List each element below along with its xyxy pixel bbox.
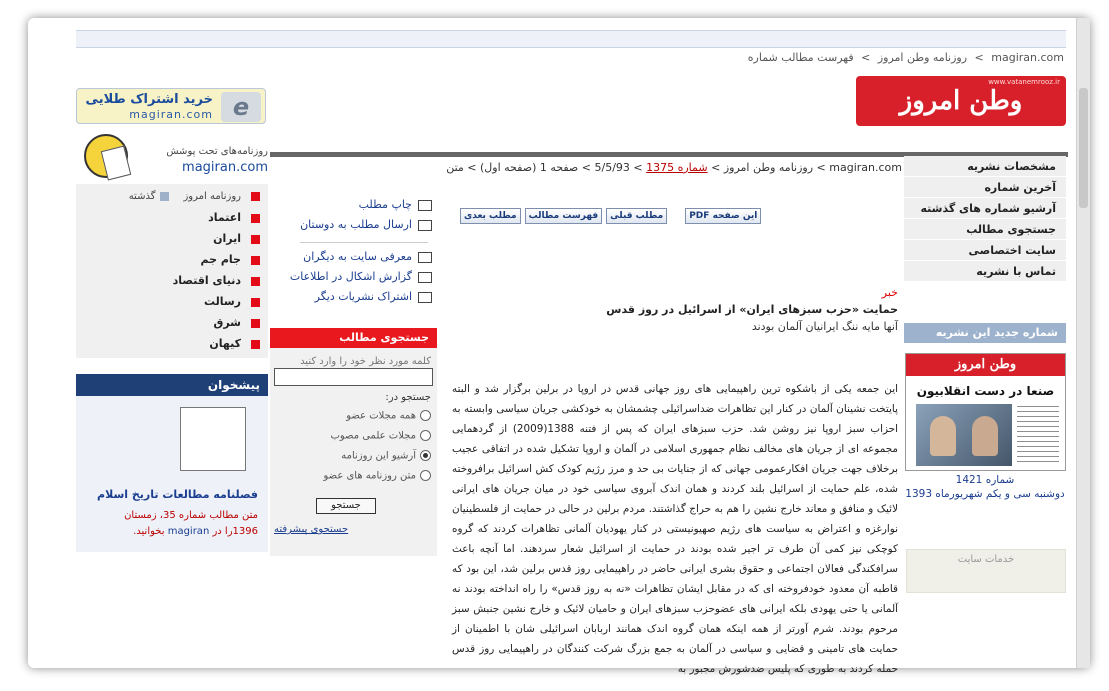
paper-name: رسالت xyxy=(203,295,241,308)
send-article-link[interactable] xyxy=(300,218,432,231)
journal-title-link[interactable]: فصلنامه مطالعات تاریخ اسلام xyxy=(97,488,258,501)
option-label: آرشیو این روزنامه xyxy=(341,450,416,462)
red-square-icon xyxy=(251,340,260,349)
article-breadcrumb: magiran.com > روزنامه وطن امروز > شماره 1375 > 5/5/93 > صفحه 1 (صفحه اول) > متن xyxy=(446,161,902,174)
newspaper-reader-icon xyxy=(84,134,128,178)
vertical-scrollbar[interactable] xyxy=(1076,18,1090,668)
option-label: مجلات علمی مصوب xyxy=(330,430,416,442)
article-headline: حمایت «حزب سبزهای ایران» از اسرائیل در روز قدس xyxy=(606,303,898,316)
menu-item-contact[interactable]: تماس با نشریه xyxy=(904,261,1066,282)
radio-icon xyxy=(420,470,431,481)
paper-item-shargh[interactable] xyxy=(76,312,268,333)
breadcrumb-paper-link[interactable]: روزنامه وطن امروز xyxy=(877,51,968,64)
search-option-archive[interactable] xyxy=(341,450,431,462)
radio-icon xyxy=(420,410,431,421)
vatan-emrooz-logo[interactable] xyxy=(856,76,1066,126)
logo-url: www.vatanemrooz.ir xyxy=(988,78,1060,86)
crumb-issue-link[interactable]: شماره 1375 xyxy=(646,161,708,174)
paper-name: کیهان xyxy=(209,337,241,350)
crumb-paper-link[interactable]: روزنامه وطن امروز xyxy=(723,161,814,174)
paper-item-resalat[interactable] xyxy=(76,291,268,312)
search-header: جستجوی مطالب xyxy=(270,328,437,348)
cover-photo xyxy=(916,404,1012,466)
tools-divider xyxy=(300,242,428,243)
journal-desc-suffix: بخوانید. xyxy=(133,526,165,537)
article-content xyxy=(452,286,898,679)
left-column xyxy=(76,130,268,552)
latest-issue-cover[interactable] xyxy=(905,353,1066,471)
magiran-e-icon: e xyxy=(221,92,261,122)
red-square-icon xyxy=(251,319,260,328)
mail-icon xyxy=(418,220,432,231)
article-lead: آنها مایه ننگ ایرانیان آلمان بودند xyxy=(751,320,898,333)
newsstand-box xyxy=(76,374,268,552)
breadcrumb-sep: > xyxy=(861,51,871,64)
introduce-site-link[interactable] xyxy=(303,250,432,263)
today-link[interactable]: روزنامه امروز xyxy=(183,191,241,202)
paper-item-donya-eqtesad[interactable] xyxy=(76,270,268,291)
report-error-link[interactable] xyxy=(290,270,432,283)
article-list-button[interactable]: فهرست مطالب xyxy=(525,208,603,224)
red-square-icon xyxy=(251,298,260,307)
journal-desc-text: متن مطالب شماره 35، زمستان 1396را در xyxy=(124,510,258,537)
search-hint: کلمه مورد نظر خود را وارد کنید xyxy=(300,356,431,367)
crumb-site-link[interactable]: magiran.com xyxy=(829,161,902,174)
breadcrumb-site-link[interactable]: magiran.com xyxy=(991,51,1064,64)
menu-item-profile[interactable]: مشخصات نشریه xyxy=(904,156,1066,177)
advanced-search-link[interactable]: جستجوی پیشرفته xyxy=(274,524,349,535)
tool-label: چاپ مطلب xyxy=(358,198,412,211)
article-body: این جمعه یکی از باشکوه ترین راهپیمایی های روز جهانی قدس در اروپا در برلین برگزار شد و البته پایتخت نشینان آلمان در کنار این تظاهرات ضداسرائیلی چشمشان به خودکشی جریان سیاسی وابسته به احزاب سبز اروپا نیز روشن شد. حزب سبزهای ایران که پس از فتنه 1388(2009) از گردهمایی مجموعه ای از جریان های مخالف نظام جمهوری اسلامی در آلمان و اروپا تشکیل شده در اتفاقی عجیب برخلاف جهت جریان افکارعمومی جهانی که از جنایات بی حد و مرز رژیم کودک کش اسرائیل برافروخته شده، علم حمایت از اسرائیل بلند کردند و همان اندک آبروی سیاسی خود در میان جریان های ایرانی لائیک و منافق و معاند خارج نشین را هم به حراج گذاشتند. مردم برلین در حالی در حمایت از فلسطینیان نوارغزه و اعتراض به سیاست های رژیم صهیونیستی در کنار یهودیان آلمانی تظاهرات کردند که گروه کوچکی نیز کمی آن طرف تر اجیر شده بودند در حمایت از اسرائیل شعار سردهند. اما آنچه باعث سرافکندگی فعالان اجتماعی و حقوق بشری ایرانی حاضر در راهپیمایی روز قدس برلین شد، این بود که قاطبه آن معدود خودفروخته ای که در مقابل ایشان تظاهرات «نه به روز قدس» را راه انداخته بودند نه آلمانی یا حتی یهودی بلکه ایرانی های عضوحزب سبزهای ایران و حامیان لائیک و خارج نشین جنبش سبز مرحوم بودند. شرم آورتر از همه اینکه همان گروه اندک همانند اربابان اسرائیلی شان با اطمینان از حمایت های تامینی و قضایی و سیاسی در آلمان به جمع بزرگ شرکت کنندگان در راهپیمایی روز قدس حمله کردند به طوری که پلیس ضدشورش مجبور به xyxy=(452,383,898,675)
red-square-icon xyxy=(251,214,260,223)
site-services-box xyxy=(906,549,1066,593)
page-pdf-button[interactable]: PDF این صفحه xyxy=(685,208,761,224)
radio-icon xyxy=(420,430,431,441)
search-option-scientific[interactable] xyxy=(330,430,431,442)
publication-menu xyxy=(904,156,1066,282)
top-strip xyxy=(76,30,1066,48)
red-square-icon xyxy=(251,277,260,286)
covered-papers-site[interactable]: magiran.com xyxy=(182,160,268,175)
option-label: متن روزنامه های عضو xyxy=(323,470,416,482)
cover-masthead: وطن امروز xyxy=(906,354,1065,376)
tool-label: گزارش اشکال در اطلاعات xyxy=(289,270,412,283)
paper-name: جام جم xyxy=(200,253,241,266)
search-input[interactable] xyxy=(274,368,433,386)
search-option-member-papers[interactable] xyxy=(323,470,431,482)
gold-banner-site: magiran.com xyxy=(129,108,213,121)
covered-papers-label: روزنامه‌های تحت پوشش xyxy=(166,146,268,157)
menu-item-archive[interactable]: آرشیو شماره های گذشته xyxy=(904,198,1066,219)
past-link[interactable]: گذشته xyxy=(128,191,156,202)
search-in-label: جستجو در: xyxy=(385,392,431,403)
breadcrumb-page: فهرست مطالب شماره xyxy=(747,51,854,64)
scrollbar-thumb[interactable] xyxy=(1079,88,1088,208)
journal-description xyxy=(88,508,258,540)
paper-item-jamejam[interactable] xyxy=(76,249,268,270)
paper-date-toggle xyxy=(76,186,268,207)
print-article-link[interactable] xyxy=(359,198,432,211)
crumb-current: متن xyxy=(446,161,464,174)
tool-label: معرفی سایت به دیگران xyxy=(303,250,412,263)
toolbar-spacer xyxy=(671,208,681,224)
latest-issue-header: شماره جدید این نشریه xyxy=(904,323,1066,343)
gold-banner-title: خرید اشتراک طلایی xyxy=(85,92,213,107)
search-panel xyxy=(270,328,437,556)
article-kind: خبر xyxy=(881,286,898,299)
latest-issue-date: دوشنبه سی و یکم شهریورماه 1393 xyxy=(905,488,1065,500)
cart-icon xyxy=(418,292,432,303)
red-square-icon xyxy=(251,235,260,244)
search-button[interactable]: جستجو xyxy=(316,498,376,514)
gold-subscription-banner[interactable] xyxy=(76,88,266,124)
journal-cover-thumbnail[interactable] xyxy=(180,407,246,471)
paper-name: اعتماد xyxy=(208,211,241,224)
prev-article-button[interactable]: مطلب قبلی xyxy=(606,208,667,224)
printer-icon xyxy=(418,200,432,211)
paper-name: دنیای اقتصاد xyxy=(172,274,241,287)
browser-page xyxy=(28,18,1090,675)
red-square-icon xyxy=(251,256,260,265)
next-article-button[interactable]: مطلب بعدی xyxy=(460,208,521,224)
paper-name: ایران xyxy=(213,232,241,245)
tool-label: ارسال مطلب به دوستان xyxy=(300,218,412,231)
breadcrumb xyxy=(746,51,1066,64)
share-icon xyxy=(418,252,432,263)
menu-item-search[interactable]: جستجوی مطالب xyxy=(904,219,1066,240)
breadcrumb-sep: > xyxy=(974,51,984,64)
red-square-icon xyxy=(251,192,260,201)
logo-text: وطن امروز xyxy=(899,86,1023,116)
covered-papers-header xyxy=(76,130,268,180)
gray-square-icon xyxy=(160,192,169,201)
radio-selected-icon xyxy=(420,450,431,461)
option-label: همه مجلات عضو xyxy=(346,410,416,422)
report-icon xyxy=(418,272,432,283)
menu-item-website[interactable]: سایت اختصاصی xyxy=(904,240,1066,261)
magiran-link[interactable]: magiran xyxy=(167,526,210,537)
crumb-date: 5/5/93 xyxy=(594,161,630,174)
crumb-page-link[interactable]: صفحه 1 (صفحه اول) xyxy=(480,161,579,174)
subscribe-link[interactable] xyxy=(315,290,432,303)
search-option-all-journals[interactable] xyxy=(346,410,431,422)
newspaper-list xyxy=(76,184,268,358)
cover-headline: صنعا در دست انقلابیون xyxy=(916,384,1055,398)
paper-item-kayhan[interactable] xyxy=(76,333,268,354)
site-services-header: خدمات سایت xyxy=(957,554,1015,565)
newsstand-header: پیشخوان xyxy=(76,374,268,396)
latest-issue-caption[interactable] xyxy=(904,473,1066,501)
article-tools xyxy=(286,198,436,318)
paper-name: شرق xyxy=(213,316,241,329)
paper-item-iran[interactable] xyxy=(76,228,268,249)
menu-item-latest-issue[interactable]: آخرین شماره xyxy=(904,177,1066,198)
paper-item-etemad[interactable] xyxy=(76,207,268,228)
latest-issue-number: شماره 1421 xyxy=(955,474,1015,486)
article-toolbar xyxy=(460,208,761,224)
cover-side-text xyxy=(1017,406,1059,462)
tool-label: اشتراک نشریات دیگر xyxy=(314,290,412,303)
